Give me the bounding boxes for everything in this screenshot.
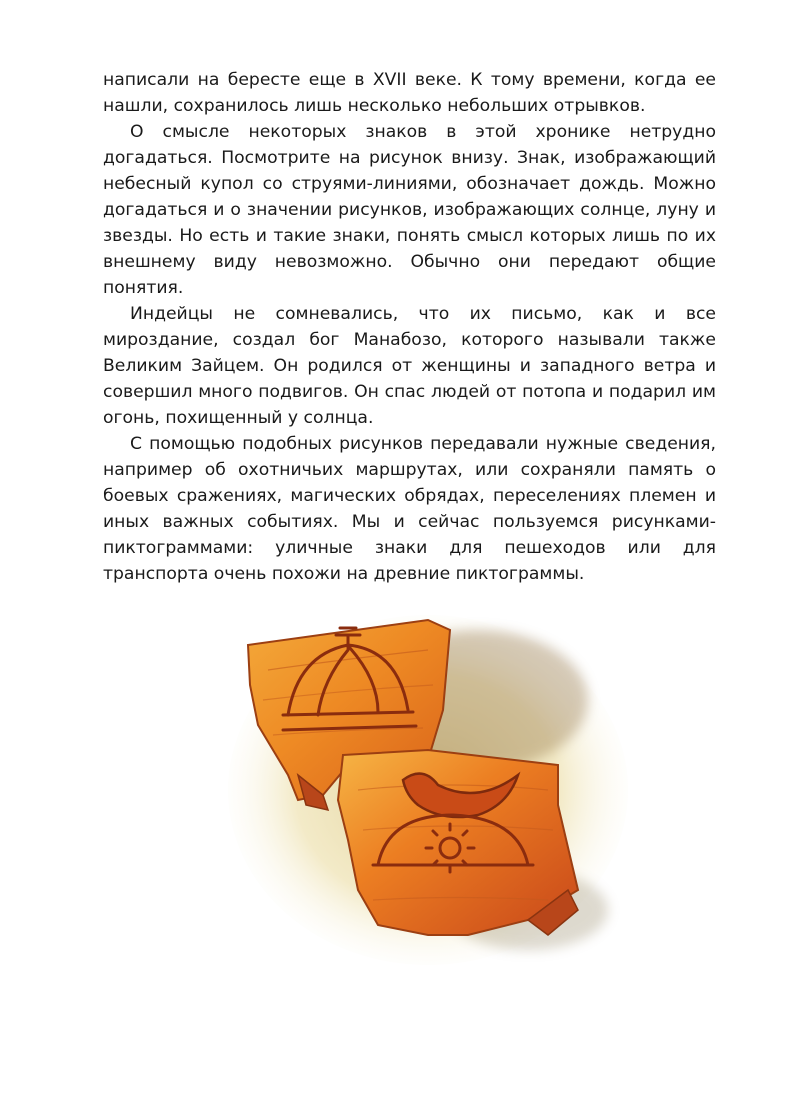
paragraph-4: С помощью подобных рисунков передавали нужные сведения, например об охотничьих маршрутах, или сохраняли память о боевых сражениях, магических обрядах, переселениях племен и иных важных событиях. Мы и сейчас пользуемся рисунками-пиктограммами: уличные знаки для пешеходов или для транспорта очень похожи на древние пиктограммы. [103, 434, 716, 584]
birch-bark-pictogram-illustration [228, 590, 628, 970]
body-text [103, 67, 716, 587]
paragraph-2: О смысле некоторых знаков в этой хронике нетрудно догадаться. Посмотрите на рисунок внизу. Знак, изображающий небесный купол со струями-линиями, обозначает дождь. Можно догадаться и о значении рисунков, изображающих солнце, луну и звезды. Но есть и такие знаки, понять смысл которых лишь по их внешнему виду невозможно. Обычно они передают общие понятия. [103, 122, 716, 298]
tablet-sun [338, 750, 578, 935]
paragraph-3: Индейцы не сомневались, что их письмо, как и все мироздание, создал бог Манабозо, которого называли также Великим Зайцем. Он родился от женщины и западного ветра и совершил много подвигов. Он спас людей от потопа и подарил им огонь, похищенный у солнца. [103, 304, 716, 428]
paragraph-1: написали на бересте еще в XVII веке. К тому времени, когда ее нашли, сохранилось лишь несколько небольших отрывков. [103, 70, 716, 116]
